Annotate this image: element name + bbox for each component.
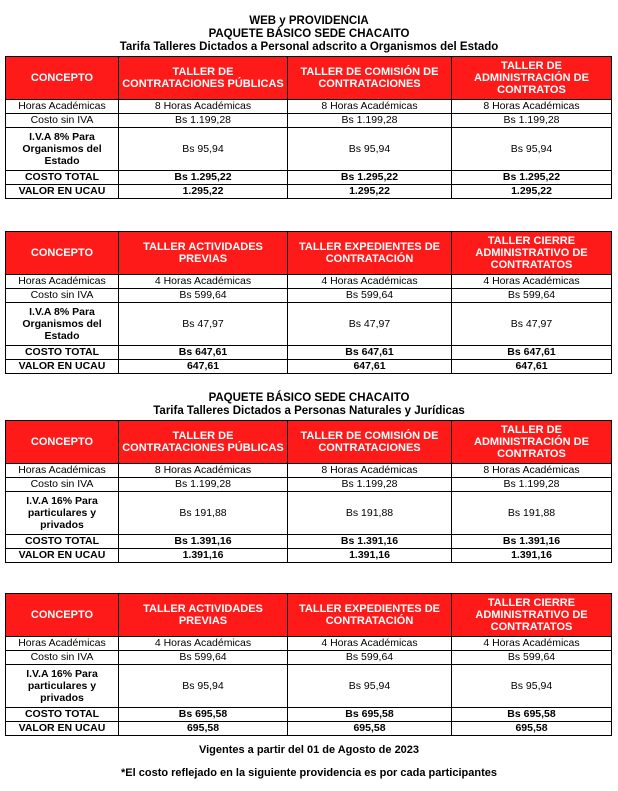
row-label: Horas Académicas	[6, 100, 119, 114]
row-label: COSTO TOTAL	[6, 346, 119, 360]
header-cell: TALLER CIERRE ADMINISTRATIVO DE CONTRATATOS	[452, 594, 612, 637]
tariff-title: Tarifa Talleres Dictados a Personas Naturales y Jurídicas	[153, 405, 465, 417]
header-cell: TALLER DE CONTRATACIONES PÚBLICAS	[119, 421, 288, 464]
row-label: COSTO TOTAL	[6, 708, 119, 722]
cell: Bs 95,94	[119, 665, 288, 708]
cell: 8 Horas Académicas	[288, 100, 452, 114]
cell: Bs 47,97	[452, 303, 612, 346]
cell: Bs 1.391,16	[288, 535, 452, 549]
cost-note: *El costo reflejado en la siguiente providencia es por cada participantes	[121, 767, 497, 779]
cell: 695,58	[119, 722, 288, 736]
cell: 8 Horas Académicas	[288, 464, 452, 478]
cell: Bs 599,64	[452, 289, 612, 303]
row-label: Horas Académicas	[6, 275, 119, 289]
price-table-2	[5, 231, 612, 374]
row-label: Costo sin IVA	[6, 289, 119, 303]
cell: Bs 95,94	[288, 128, 452, 171]
cell: 1.391,16	[288, 549, 452, 563]
price-table-1	[5, 56, 612, 199]
header-cell: TALLER DE ADMINISTRACIÓN DE CONTRATOS	[452, 421, 612, 464]
cell: Bs 191,88	[288, 492, 452, 535]
cell: 647,61	[119, 360, 288, 374]
cell: 1.295,22	[119, 185, 288, 199]
cell: Bs 599,64	[452, 651, 612, 665]
row-label: Costo sin IVA	[6, 651, 119, 665]
row-label: VALOR EN UCAU	[6, 185, 119, 199]
header-cell: TALLER DE CONTRATACIONES PÚBLICAS	[119, 57, 288, 100]
header-cell: CONCEPTO	[6, 232, 119, 275]
cell: Bs 95,94	[452, 128, 612, 171]
row-label: Horas Académicas	[6, 637, 119, 651]
cell: Bs 599,64	[288, 651, 452, 665]
header-cell: TALLER EXPEDIENTES DE CONTRATACIÓN	[288, 594, 452, 637]
header-cell: TALLER CIERRE ADMINISTRATIVO DE CONTRATATOS	[452, 232, 612, 275]
header-cell: CONCEPTO	[6, 594, 119, 637]
cell: Bs 1.199,28	[452, 114, 612, 128]
price-table-3	[5, 420, 612, 563]
cell: Bs 647,61	[119, 346, 288, 360]
doc-title: WEB y PROVIDENCIA	[249, 15, 369, 27]
cell: 8 Horas Académicas	[452, 100, 612, 114]
price-table-4	[5, 593, 612, 736]
cell: 1.295,22	[288, 185, 452, 199]
cell: 4 Horas Académicas	[288, 275, 452, 289]
cell: 4 Horas Académicas	[452, 637, 612, 651]
cell: Bs 1.199,28	[288, 478, 452, 492]
cell: 8 Horas Académicas	[452, 464, 612, 478]
header-cell: TALLER ACTIVIDADES PREVIAS	[119, 594, 288, 637]
cell: Bs 1.199,28	[452, 478, 612, 492]
cell: Bs 599,64	[288, 289, 452, 303]
header-cell: TALLER DE COMISIÓN DE CONTRATACIONES	[288, 57, 452, 100]
package-title: PAQUETE BÁSICO SEDE CHACAITO	[208, 28, 410, 40]
row-label: COSTO TOTAL	[6, 171, 119, 185]
header-cell: TALLER DE ADMINISTRACIÓN DE CONTRATOS	[452, 57, 612, 100]
cell: Bs 695,58	[119, 708, 288, 722]
cell: Bs 1.199,28	[119, 478, 288, 492]
cell: Bs 599,64	[119, 651, 288, 665]
cell: 8 Horas Académicas	[119, 100, 288, 114]
cell: Bs 1.391,16	[119, 535, 288, 549]
cell: Bs 95,94	[119, 128, 288, 171]
row-label: I.V.A 16% Para particulares y privados	[6, 492, 119, 535]
row-label: COSTO TOTAL	[6, 535, 119, 549]
cell: 4 Horas Académicas	[119, 275, 288, 289]
cell: 4 Horas Académicas	[452, 275, 612, 289]
header-cell: TALLER EXPEDIENTES DE CONTRATACIÓN	[288, 232, 452, 275]
validity-note: Vigentes a partir del 01 de Agosto de 2023	[198, 744, 420, 756]
cell: 8 Horas Académicas	[119, 464, 288, 478]
cell: Bs 695,58	[452, 708, 612, 722]
row-label: VALOR EN UCAU	[6, 360, 119, 374]
header-cell: TALLER DE COMISIÓN DE CONTRATACIONES	[288, 421, 452, 464]
cell: Bs 1.199,28	[119, 114, 288, 128]
cell: Bs 1.295,22	[452, 171, 612, 185]
package-title: PAQUETE BÁSICO SEDE CHACAITO	[208, 392, 410, 404]
cell: Bs 1.199,28	[288, 114, 452, 128]
cell: Bs 1.295,22	[119, 171, 288, 185]
header-cell: CONCEPTO	[6, 421, 119, 464]
row-label: I.V.A 8% Para Organismos del Estado	[6, 128, 119, 171]
cell: 647,61	[288, 360, 452, 374]
cell: 695,58	[288, 722, 452, 736]
row-label: I.V.A 8% Para Organismos del Estado	[6, 303, 119, 346]
cell: Bs 47,97	[119, 303, 288, 346]
cell: Bs 191,88	[452, 492, 612, 535]
row-label: Horas Académicas	[6, 464, 119, 478]
cell: Bs 647,61	[452, 346, 612, 360]
cell: 4 Horas Académicas	[119, 637, 288, 651]
row-label: VALOR EN UCAU	[6, 722, 119, 736]
cell: 4 Horas Académicas	[288, 637, 452, 651]
tariff-title: Tarifa Talleres Dictados a Personal adscrito a Organismos del Estado	[119, 41, 499, 53]
cell: Bs 1.295,22	[288, 171, 452, 185]
cell: 1.295,22	[452, 185, 612, 199]
cell: Bs 191,88	[119, 492, 288, 535]
row-label: Costo sin IVA	[6, 478, 119, 492]
cell: 1.391,16	[119, 549, 288, 563]
header-cell: TALLER ACTIVIDADES PREVIAS	[119, 232, 288, 275]
row-label: VALOR EN UCAU	[6, 549, 119, 563]
cell: Bs 95,94	[288, 665, 452, 708]
cell: 647,61	[452, 360, 612, 374]
row-label: I.V.A 16% Para particulares y privados	[6, 665, 119, 708]
cell: Bs 695,58	[288, 708, 452, 722]
cell: 695,58	[452, 722, 612, 736]
cell: Bs 47,97	[288, 303, 452, 346]
row-label: Costo sin IVA	[6, 114, 119, 128]
cell: Bs 647,61	[288, 346, 452, 360]
cell: Bs 599,64	[119, 289, 288, 303]
cell: Bs 1.391,16	[452, 535, 612, 549]
cell: 1.391,16	[452, 549, 612, 563]
cell: Bs 95,94	[452, 665, 612, 708]
header-cell: CONCEPTO	[6, 57, 119, 100]
